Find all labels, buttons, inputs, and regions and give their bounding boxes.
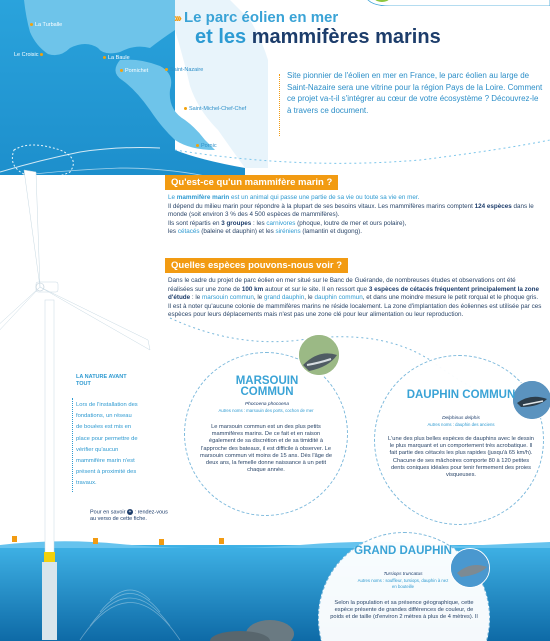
species-desc-dauphin-commun: L'une des plus belles espèces de dauphins avec le dessin le plus marquant et un comportement très acrobatique. Il fait partie des cétacés les plus rapides (jusqu'à 65 km/h). Chacune de ses mâchoires comporte 80 à 120 petites dents coniques idéales pour tenir fermement des proies visqueuses. [388,436,534,479]
section-title-which-species: Quelles espèces pouvons-nous voir ? [165,258,348,273]
section1-p1: Le mammifère marin est un animal qui passe une partie de sa vie ou toute sa vie en mer. [168,194,420,201]
grand-dauphin-photo [450,548,490,588]
map-label-le-croisic: Le Croisic [14,52,45,58]
map-label-pornichet: Pornichet [120,68,148,74]
plus-icon: + [128,509,132,515]
see-more-note: Pour en savoir + : rendez-vous au verso de cette fiche. [90,509,168,523]
marsouin-photo [298,334,340,376]
section1-p4: les cétacés (baleine et dauphin) et les siréniens (lamantin et dugong). [168,228,362,236]
map-label-la-baule: La Baule [103,55,130,61]
species-others-grand-dauphin: Autres noms : souffleur, tursiops, dauphin à nez en bouteille [357,578,449,589]
section1-body [168,194,542,237]
dauphin-commun-photo [512,380,550,420]
species-others-marsouin: Autres noms : marsouin des ports, cochon de mer [218,408,314,413]
header-kicker: ››› Le parc éolien en mer [174,9,339,26]
section2-body: Dans le cadre du projet de parc éolien en mer situé sur le Banc de Guérande, de nombreuses études et observations ont été réalisées sur une zone de 100 km autour et sur le site. Il en ressort que 3 espèces de cétacés fréquentent principalement la zone d'étude : le marsouin commun, le grand dauphin, le dauphin commun, et dans une moindre mesure le petit rorqual et le phoque gris. Il est à noter qu'aucune colonie de mammifères marins ne réside localement. La zone d'implantation des éoliennes est utilisée par ces espèces pour leurs déplacements mais n'est pas une zone clé pour leur alimentation ou leur reproduction. [168,277,542,319]
species-others-dauphin-commun: Autres noms : dauphin des anciens [427,422,495,427]
species-desc-grand-dauphin: Selon la population et sa présence géographique, cette espèce présente de grandes différences de couleur, de poids et de taille (d'environ 2 mètres à plus de 4 mètres). Il [330,600,478,621]
page-title: et les mammifères marins [195,26,441,48]
intro-text: Site pionnier de l'éolien en mer en France, le parc éolien au large de Saint-Nazaire sera une vitrine pour la région Pays de la Loire. Comment ce projet va-t-il s'intégrer au cœur de votre écosystème ? Découvrez-le à travers ce document. [287,71,543,115]
map-label-pornic: Pornic [196,143,217,149]
map-label-saint-nazaire: Saint-Nazaire [165,67,203,73]
species-latin-dauphin-commun: Delphinus delphis [442,416,480,421]
map-label-la-turballe: La Turballe [30,22,62,28]
species-title-dauphin-commun: DAUPHIN COMMUN [406,389,516,401]
species-title-grand-dauphin: GRAND DAUPHIN [354,545,452,557]
species-desc-marsouin: Le marsouin commun est un des plus petits mammifères marins. De ce fait et en raison également de sa discrétion et de sa timidité à l'approche des bateaux, il est difficile à observer. Le marsouin commun vit moins de 15 ans. Dès l'âge de deux ans, la femelle donne naissance à un petit chaque année. [200,424,332,474]
section1-p3: Ils sont répartis en 3 groupes : les carnivores (phoque, loutre de mer et ours polaire), [168,219,407,227]
section-title-what-is: Qu'est-ce qu'un mammifère marin ? [165,175,338,190]
map-label-saint-michel: Saint-Michel-Chef-Chef [184,106,246,112]
species-latin-grand-dauphin: Tursiops truncatus [383,572,423,577]
corner-badge [360,0,550,6]
species-title-marsouin: MARSOUIN COMMUN [235,375,299,398]
sidebar-title: LA NATURE AVANT TOUT [76,374,127,387]
section1-p2: Il dépend du milieu marin pour répondre à la plupart de ses besoins vitaux. Les mammifères marins comptent 124 espèces dans le monde (soit environ 3 % des 4 500 espèces de mammifères). [168,202,534,219]
species-latin-marsouin: Phocoena phocoena [244,402,289,407]
sidebar-text: Lors de l'installation des fondations, un réseau de bouées est mis en place pour permettre de vérifier qu'aucun mammifère marin n'est présent à proximité des travaux. [76,402,138,487]
arrows-icon: ››› [174,11,180,25]
intro-divider [279,74,280,136]
